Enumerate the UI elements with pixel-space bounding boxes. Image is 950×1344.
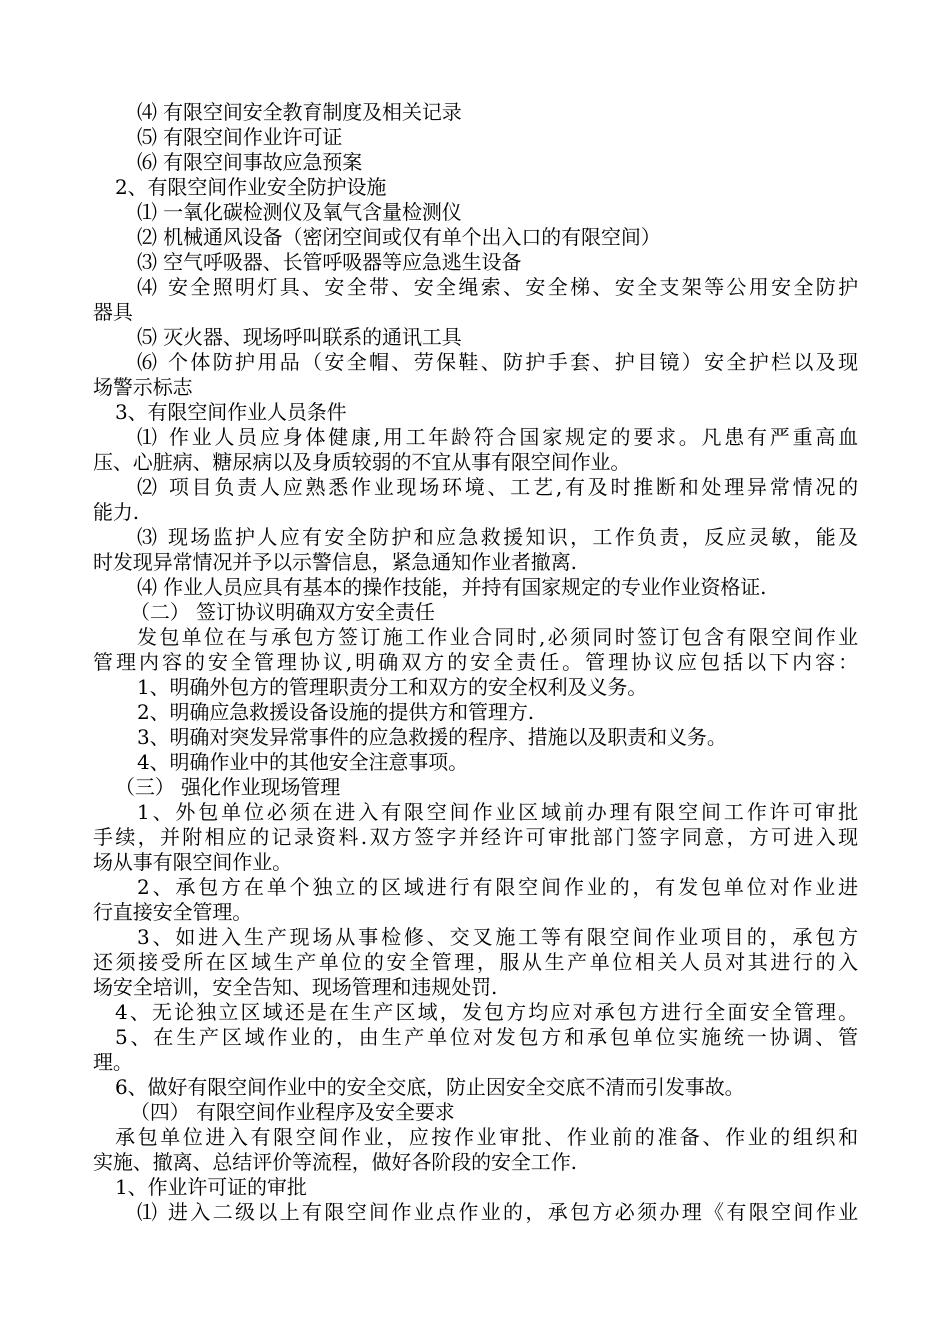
- text-line: 器具: [93, 300, 133, 324]
- text-line: ⑷ 作业人员应具有基本的操作技能，并持有国家规定的专业作业资格证.: [137, 575, 767, 599]
- text-line: 时发现异常情况并予以示警信息，紧急通知作业者撤离.: [93, 550, 577, 574]
- text-line: 场安全培训，安全告知、现场管理和违规处罚.: [93, 975, 498, 999]
- text-line: ⑴ 一氧化碳检测仪及氧气含量检测仪: [137, 200, 462, 224]
- text-line: 发包单位在与承包方签订施工作业合同时,必须同时签订包含有限空间作业: [137, 625, 858, 649]
- text-line: 管理内容的安全管理协议,明确双方的安全责任。管理协议应包括以下内容：: [93, 650, 858, 674]
- text-line: ⑴ 作业人员应身体健康,用工年龄符合国家规定的要求。凡患有严重高血: [137, 425, 858, 449]
- text-line: ⑷ 有限空间安全教育制度及相关记录: [137, 100, 462, 124]
- text-line: 还须接受所在区域生产单位的安全管理，服从生产单位相关人员对其进行的入: [93, 950, 858, 974]
- text-line: ⑸ 有限空间作业许可证: [137, 125, 343, 149]
- text-line: ⑵ 机械通风设备（密闭空间或仅有单个出入口的有限空间）: [137, 225, 661, 249]
- text-line: ⑶ 空气呼吸器、长管呼吸器等应急逃生设备: [137, 250, 522, 274]
- text-line: ⑴ 进入二级以上有限空间作业点作业的，承包方必须办理《有限空间作业: [137, 1200, 858, 1224]
- text-line: 6、做好有限空间作业中的安全交底，防止因安全交底不清而引发事故。: [115, 1075, 745, 1099]
- text-line: 5、在生产区域作业的，由生产单位对发包方和承包单位实施统一协调、管: [115, 1025, 858, 1049]
- section-heading: （二） 签订协议明确双方安全责任: [130, 600, 435, 624]
- text-line: 3、如进入生产现场从事检修、交叉施工等有限空间作业项目的，承包方: [137, 925, 858, 949]
- text-line: 手续，并附相应的记录资料.双方签字并经许可审批部门签字同意，方可进入现: [93, 825, 858, 849]
- text-line: 能力.: [93, 500, 140, 524]
- text-line: ⑹ 个体防护用品（安全帽、劳保鞋、防护手套、护目镜）安全护栏以及现: [137, 350, 858, 374]
- section-heading: （四） 有限空间作业程序及安全要求: [130, 1100, 455, 1124]
- section-heading: 3、有限空间作业人员条件: [115, 400, 347, 424]
- text-line: 实施、撤离、总结评价等流程，做好各阶段的安全工作.: [93, 1150, 577, 1174]
- text-line: 承包单位进入有限空间作业，应按作业审批、作业前的准备、作业的组织和: [115, 1125, 858, 1149]
- text-line: 4、明确作业中的其他安全注意事项。: [137, 750, 469, 774]
- text-line: 理。: [93, 1050, 133, 1074]
- text-line: 压、心脏病、糖尿病以及身质较弱的不宜从事有限空间作业。: [93, 450, 631, 474]
- text-line: 1、外包单位必须在进入有限空间作业区域前办理有限空间工作许可审批: [137, 800, 858, 824]
- section-heading: （三） 强化作业现场管理: [115, 775, 341, 799]
- text-line: 场警示标志: [93, 375, 193, 399]
- text-line: ⑵ 项目负责人应熟悉作业现场环境、工艺,有及时推断和处理异常情况的: [137, 475, 858, 499]
- text-line: 1、明确外包方的管理职责分工和双方的安全权利及义务。: [137, 675, 648, 699]
- text-line: ⑹ 有限空间事故应急预案: [137, 150, 363, 174]
- text-line: 2、明确应急救援设备设施的提供方和管理方.: [137, 700, 534, 724]
- text-line: ⑷ 安全照明灯具、安全带、安全绳索、安全梯、安全支架等公用安全防护: [137, 275, 858, 299]
- text-line: 行直接安全管理。: [93, 900, 253, 924]
- text-line: ⑶ 现场监护人应有安全防护和应急救援知识，工作负责，反应灵敏，能及: [137, 525, 858, 549]
- text-line: 4、无论独立区域还是在生产区域，发包方均应对承包方进行全面安全管理。: [115, 1000, 858, 1024]
- text-line: ⑸ 灭火器、现场呼叫联系的通讯工具: [137, 325, 462, 349]
- text-line: 3、明确对突发异常事件的应急救援的程序、措施以及职责和义务。: [137, 725, 727, 749]
- text-line: 场从事有限空间作业。: [93, 850, 292, 874]
- section-heading: 2、有限空间作业安全防护设施: [115, 175, 387, 199]
- section-heading: 1、作业许可证的审批: [115, 1175, 307, 1199]
- text-line: 2、承包方在单个独立的区域进行有限空间作业的，有发包单位对作业进: [137, 875, 858, 899]
